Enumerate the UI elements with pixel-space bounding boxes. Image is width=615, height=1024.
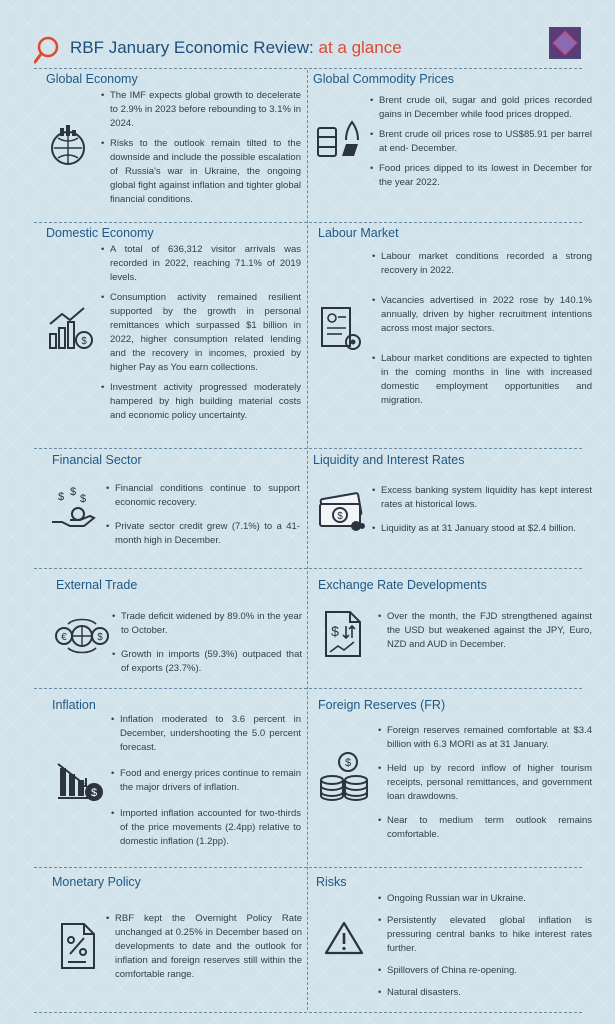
bullet-item: • Brent crude oil, sugar and gold prices recorded gains in December while food prices dropped. [370,94,592,122]
bullet-item: • Liquidity as at 31 January stood at $2.4 billion. [372,522,592,536]
section-title-global-commodity-prices: Global Commodity Prices [313,72,455,86]
bullets-liquidity [372,484,592,542]
svg-text:€: € [61,632,67,643]
header [34,34,574,64]
title-accent: at a glance [318,38,402,57]
bullet-item: • Growth in imports (59.3%) outpaced that of exports (23.7%). [112,648,302,676]
bullet-item: • Foreign reserves remained comfortable at $3.4 billion with 6.3 MORI as at 31 January. [378,724,592,752]
bullets-exchange-rate [378,610,592,658]
magnifier-icon [34,34,68,68]
svg-text:$: $ [337,511,343,522]
bullets-global-economy [101,89,301,213]
section-title-external-trade: External Trade [56,578,138,592]
bullets-monetary-policy [106,912,302,988]
divider [34,688,582,689]
rbf-logo [549,27,581,59]
section-title-exchange-rate: Exchange Rate Developments [318,578,487,592]
bullet-item: • Risks to the outlook remain tilted to the downside and include the possible escalation of Russia's war in Ukraine, the ongoing global fight against inflation and tighter global financial conditions. [101,137,301,207]
growth-chart-icon [48,306,94,350]
bullet-item: • Brent crude oil prices rose to US$85.91 per barrel at end- December. [370,128,592,156]
svg-text:$: $ [97,632,103,643]
section-title-inflation: Inflation [52,698,96,712]
bullet-item: • Held up by record inflow of higher tourism receipts, personal remittances, and government loan drawdowns. [378,762,592,804]
section-title-global-economy: Global Economy [46,72,138,86]
section-title-labour-market: Labour Market [318,226,399,240]
svg-text:$: $ [70,486,77,498]
bullet-item: • Labour market conditions are expected to tighten in the coming months in line with increased domestic employment opportunities and migration. [372,352,592,408]
bullet-item: • The IMF expects global growth to decelerate to 2.9% in 2023 before rebounding to 3.1% in 2024. [101,89,301,131]
svg-text:$: $ [80,493,87,505]
section-title-risks: Risks [316,875,347,889]
section-title-foreign-reserves: Foreign Reserves (FR) [318,698,446,712]
resume-gear-icon [318,306,364,352]
bullet-item: • Excess banking system liquidity has kept interest rates at historical lows. [372,484,592,512]
exchange-document-icon [324,610,362,658]
bullets-external-trade [112,610,302,682]
divider [34,222,582,223]
oil-barrel-icon [316,118,362,160]
money-hand-icon [50,486,96,532]
bullets-domestic-economy [101,243,301,429]
page-title [70,38,402,58]
bullet-item: • Private sector credit grew (7.1%) to a 41-month high in December. [106,520,300,548]
bullet-item: • Financial conditions continue to support economic recovery. [106,482,300,510]
warning-icon [324,920,364,956]
bullets-foreign-reserves [378,724,592,848]
svg-text:$: $ [90,787,98,799]
bullet-item: • RBF kept the Overnight Policy Rate unchanged at 0.25% in December based on developments to date and the outlook for inflation and foreign reserves still within the comfortable range. [106,912,302,982]
bullet-item: • Persistently elevated global inflation is pressuring central banks to hike interest rates further. [378,914,592,956]
section-title-domestic-economy: Domestic Economy [46,226,154,240]
percent-document-icon [60,922,96,970]
bullet-item: • Trade deficit widened by 89.0% in the year to October. [112,610,302,638]
bullet-item: • Ongoing Russian war in Ukraine. [378,892,592,906]
divider [34,1012,582,1013]
bullet-item: • Labour market conditions recorded a strong recovery in 2022. [372,250,592,278]
bullet-item: • Over the month, the FJD strengthened against the USD but weakened against the JPY, Euro, NZD and AUD in December. [378,610,592,652]
divider [34,867,582,868]
divider [34,568,582,569]
bullet-item: • Spillovers of China re-opening. [378,964,592,978]
column-divider [307,70,308,1010]
section-title-financial-sector: Financial Sector [52,453,142,467]
bullets-global-commodity-prices [370,94,592,196]
bullets-inflation [111,713,301,855]
bullet-item: • Imported inflation accounted for two-thirds of the price movements (2.4pp) relative to domestic inflation (1.2pp). [111,807,301,849]
bullets-labour-market [372,250,592,414]
title-main: RBF January Economic Review: [70,38,314,57]
bullet-item: • Investment activity progressed moderately hampered by high building material costs and economic policy uncertainty. [101,381,301,423]
bullet-item: • Near to medium term outlook remains comfortable. [378,814,592,842]
bullet-item: • Food and energy prices continue to remain the major drivers of inflation. [111,767,301,795]
svg-text:$: $ [58,491,65,503]
bullet-item: • Natural disasters. [378,986,592,1000]
bullet-item: • Food prices dipped to its lowest in December for the year 2022. [370,162,592,190]
coin-stack-icon [318,750,370,802]
bullet-item: • A total of 636,312 visitor arrivals was recorded in 2022, reaching 71.1% of 2019 levels. [101,243,301,285]
bullets-financial-sector [106,482,300,554]
svg-text:$: $ [331,623,339,639]
bullets-risks [378,892,592,1006]
svg-text:$: $ [344,757,352,769]
divider [34,68,582,69]
bullet-item: • Vacancies advertised in 2022 rose by 140.1% annually, driven by higher recruitment intentions across most major sectors. [372,294,592,336]
section-title-monetary-policy: Monetary Policy [52,875,141,889]
globe-chart-icon [46,124,90,168]
bullet-item: • Inflation moderated to 3.6 percent in December, undershooting the 5.0 percent forecast. [111,713,301,755]
divider [34,448,582,449]
cash-stack-icon [318,492,366,532]
currency-exchange-icon [54,616,110,656]
section-title-liquidity: Liquidity and Interest Rates [313,453,465,467]
bullet-item: • Consumption activity remained resilient supported by the growth in personal remittances which surpassed $1 billion in 2022, higher consumption related lending and the recovery in incomes, proxied by higher Pay as You earn collections. [101,291,301,375]
svg-text:$: $ [81,336,87,347]
decline-chart-icon [56,760,104,802]
